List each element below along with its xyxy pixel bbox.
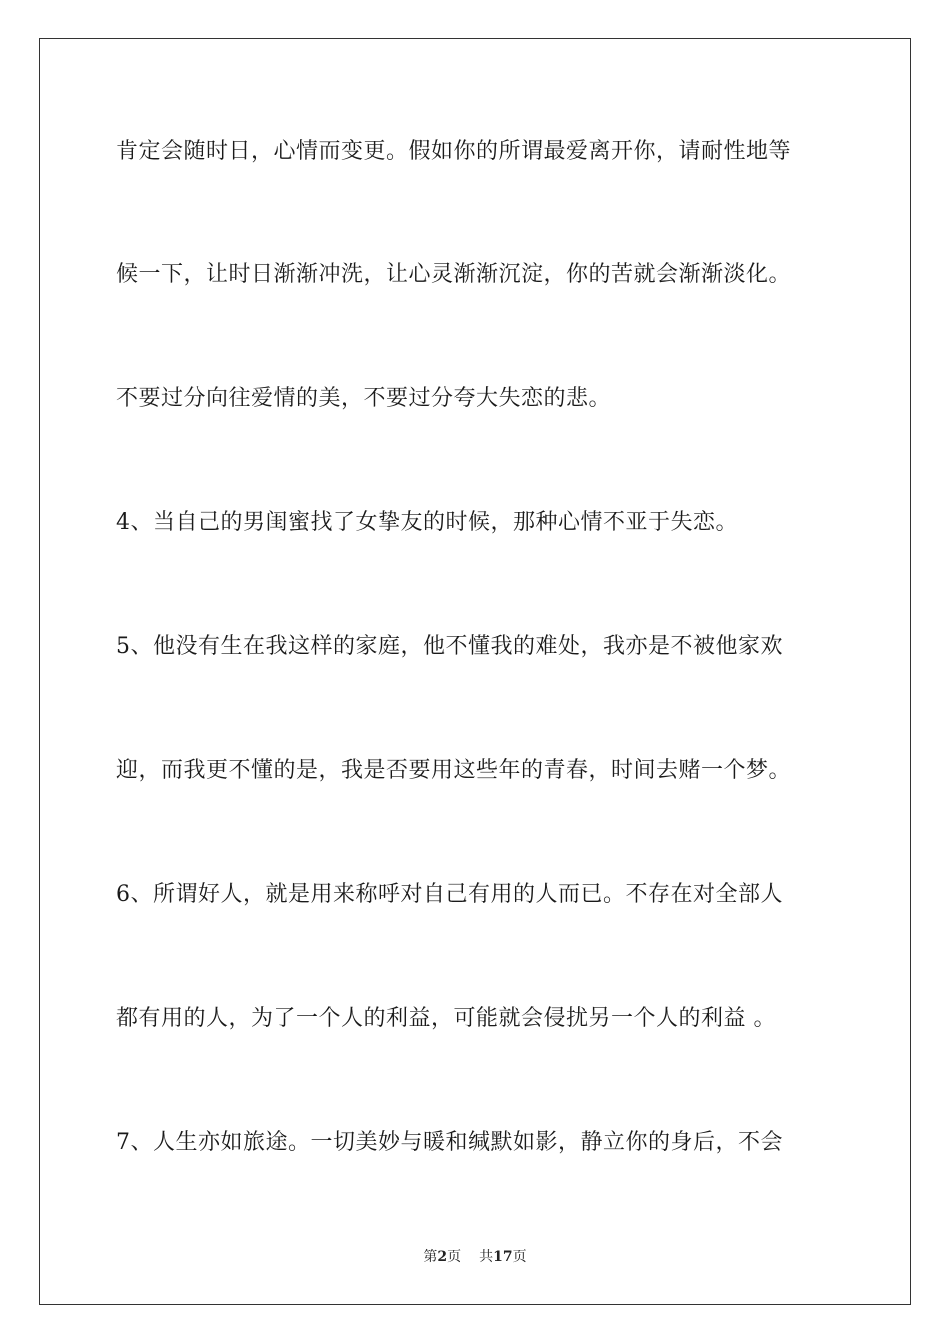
text-line: 肯定会随时日，心情而变更。假如你的所谓最爱离开你，请耐性地等	[116, 139, 792, 164]
page-number: 第2页	[423, 1249, 462, 1265]
page-total: 共17页	[479, 1249, 527, 1265]
page-footer	[0, 1248, 950, 1266]
page-border	[39, 38, 911, 1305]
text-line: 都有用的人，为了一个人的利益，可能就会侵扰另一个人的利益 。	[116, 1006, 776, 1031]
text-line: 6、所谓好人，就是用来称呼对自己有用的人而已。不存在对全部人	[116, 882, 783, 907]
text-line: 不要过分向往爱情的美，不要过分夸大失恋的悲。	[116, 386, 612, 411]
text-line: 5、他没有生在我这样的家庭，他不懂我的难处，我亦是不被他家欢	[116, 634, 783, 659]
text-line: 7、人生亦如旅途。一切美妙与暖和缄默如影，静立你的身后，不会	[116, 1130, 783, 1155]
text-line: 候一下，让时日渐渐冲洗，让心灵渐渐沉淀，你的苦就会渐渐淡化。	[116, 262, 792, 287]
text-line: 迎，而我更不懂的是，我是否要用这些年的青春，时间去赌一个梦。	[116, 758, 792, 783]
text-line: 4、当自己的男闺蜜找了女挚友的时候，那种心情不亚于失恋。	[116, 510, 738, 535]
